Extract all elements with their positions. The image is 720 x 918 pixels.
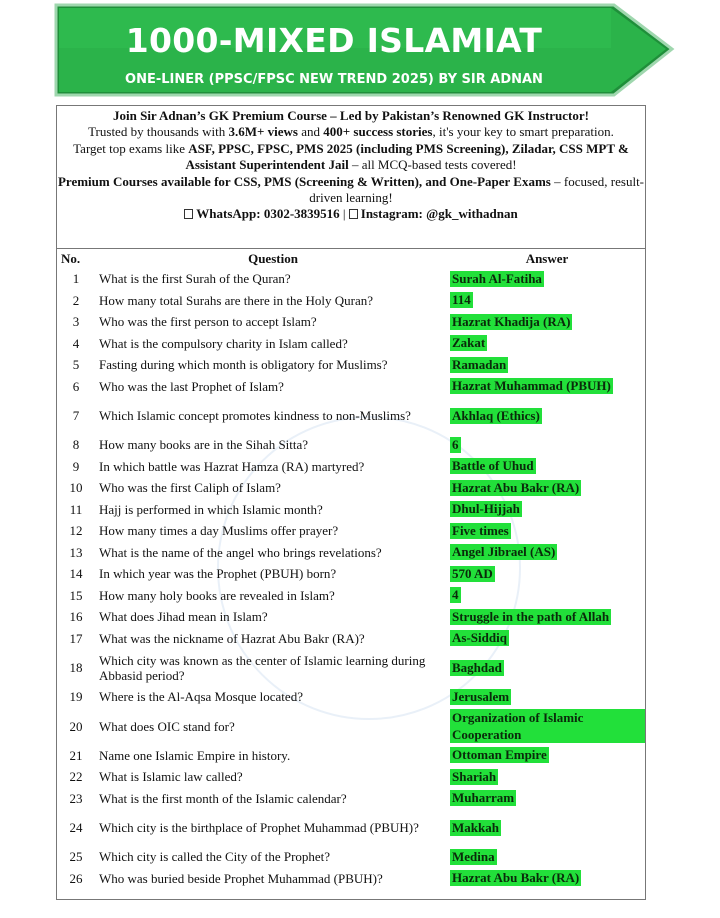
answer-cell [449, 290, 645, 312]
question-cell: Fasting during which month is obligatory for Muslims? [99, 357, 388, 373]
answer-highlight: Akhlaq (Ethics) [452, 407, 540, 423]
answer-highlight: Dhul-Hijjah [452, 501, 520, 517]
row-number: 7 [72, 408, 80, 423]
table-row [57, 499, 645, 521]
question-cell: Hajj is performed in which Islamic month? [99, 501, 323, 517]
mcq-table [57, 249, 645, 889]
table-row [57, 606, 645, 628]
answer-cell [449, 376, 645, 398]
answer-highlight: As-Siddiq [452, 630, 507, 646]
table-row [57, 311, 645, 333]
content-sheet [56, 105, 646, 900]
answer-highlight: Baghdad [452, 659, 502, 675]
answer-cell [449, 354, 645, 376]
answer-cell [449, 686, 645, 708]
course-intro [57, 106, 645, 249]
answer-cell [449, 477, 645, 499]
banner-subtitle: ONE-LINER (PPSC/FPSC NEW TREND 2025) BY SIR ADNAN [125, 72, 543, 87]
banner-title: 1000-MIXED ISLAMIAT [125, 21, 543, 60]
answer-highlight: Hazrat Khadija (RA) [452, 313, 571, 329]
intro-headline: Join Sir Adnan’s GK Premium Course – Led by Pakistan’s Renowned GK Instructor! [113, 108, 589, 123]
question-cell: In which year was the Prophet (PBUH) born? [99, 566, 337, 582]
title-banner [54, 3, 676, 99]
answer-cell [449, 868, 645, 890]
answer-highlight: Five times [452, 522, 509, 538]
row-number: 14 [69, 566, 83, 582]
row-number: 24 [69, 820, 83, 835]
table-row [57, 333, 645, 355]
answer-cell [449, 311, 645, 333]
row-number: 22 [69, 769, 83, 785]
answer-highlight: Ottoman Empire [452, 747, 547, 763]
answer-cell [449, 766, 645, 788]
answer-cell [449, 846, 645, 868]
row-number: 12 [69, 523, 83, 539]
answer-highlight: 4 [452, 587, 459, 603]
answer-highlight: Organization of Islamic Cooperation [450, 709, 645, 743]
instagram-contact[interactable]: Instagram: @gk_withadnan [360, 206, 518, 222]
question-cell: Where is the Al-Aqsa Mosque located? [99, 689, 303, 705]
question-cell: What is the first month of the Islamic calendar? [99, 790, 347, 806]
contact-line: WhatsApp: 0302-3839516 | Instagram: @gk_withadnan [57, 206, 645, 222]
question-cell: What is the first Surah of the Quran? [99, 271, 291, 287]
answer-highlight: Shariah [452, 768, 497, 784]
answer-highlight: 570 AD [452, 565, 493, 581]
question-cell: What is the name of the angel who brings revelations? [99, 544, 382, 560]
table-row [57, 520, 645, 542]
table-row [57, 268, 645, 290]
row-number: 9 [72, 458, 80, 474]
row-number: 3 [72, 314, 80, 330]
question-cell: Name one Islamic Empire in history. [99, 747, 291, 763]
answer-cell [449, 456, 645, 478]
question-cell: Who was buried beside Prophet Muhammad (PBUH)? [99, 870, 383, 886]
question-cell: What does Jihad mean in Islam? [99, 609, 268, 625]
table-row [57, 846, 645, 868]
answer-highlight: Hazrat Abu Bakr (RA) [452, 479, 580, 495]
answer-highlight: Zakat [452, 335, 486, 351]
question-cell: What was the nickname of Hazrat Abu Bakr (RA)? [99, 630, 365, 646]
table-row [57, 686, 645, 708]
intro-premium-line: Premium Courses available for CSS, PMS (Screening & Written), and One-Paper Exams – focused, result-driven learning! [57, 173, 645, 206]
table-row [57, 788, 645, 810]
row-number: 2 [72, 292, 80, 308]
answer-cell [449, 434, 645, 456]
instagram-icon [349, 209, 358, 219]
table-row [57, 477, 645, 499]
table-row [57, 745, 645, 767]
answer-cell [449, 708, 645, 745]
question-cell: How many holy books are revealed in Islam? [99, 587, 335, 603]
table-row [57, 708, 645, 745]
answer-cell [449, 809, 645, 846]
question-cell: How many total Surahs are there in the Holy Quran? [99, 292, 374, 308]
answer-cell [449, 268, 645, 290]
answer-cell [449, 585, 645, 607]
whatsapp-contact[interactable]: WhatsApp: 0302-3839516 [196, 206, 340, 222]
question-cell: How many times a day Muslims offer prayer? [99, 523, 339, 539]
row-number: 6 [72, 378, 80, 394]
table-row [57, 649, 645, 686]
row-number: 10 [69, 480, 83, 496]
answer-cell [449, 745, 645, 767]
answer-highlight: Battle of Uhud [452, 458, 534, 474]
row-number: 16 [69, 609, 83, 625]
table-row [57, 397, 645, 434]
question-cell: Who was the first person to accept Islam? [99, 314, 317, 330]
row-number: 17 [69, 630, 83, 646]
question-cell: In which battle was Hazrat Hamza (RA) martyred? [99, 458, 365, 474]
table-header-row [57, 249, 645, 268]
row-number: 5 [72, 357, 80, 373]
question-cell: What is Islamic law called? [99, 769, 243, 785]
answer-cell [449, 788, 645, 810]
question-cell: How many books are in the Sihah Sitta? [99, 437, 309, 453]
answer-highlight: Surah Al-Fatiha [452, 270, 542, 286]
row-number: 1 [72, 271, 80, 287]
answer-highlight: Muharram [452, 790, 515, 806]
answer-cell [449, 333, 645, 355]
answer-cell [449, 606, 645, 628]
question-cell: Which city is called the City of the Prophet? [99, 849, 331, 865]
row-number: 11 [69, 501, 83, 517]
question-cell: Who was the first Caliph of Islam? [99, 480, 281, 496]
question-cell: What does OIC stand for? [99, 718, 235, 734]
row-number: 23 [69, 790, 83, 806]
header-answer: Answer [525, 250, 569, 266]
intro-target-line: Target top exams like ASF, PPSC, FPSC, PMS 2025 (including PMS Screening), Ziladar, CSS MPT & Assistant Superintendent Jail – all MCQ-based tests covered! [73, 140, 629, 173]
row-number: 13 [69, 544, 83, 560]
table-row [57, 354, 645, 376]
answer-highlight: Makkah [452, 819, 499, 835]
answer-cell [449, 542, 645, 564]
question-cell: Which city is the birthplace of Prophet Muhammad (PBUH)? [99, 820, 419, 835]
intro-trust-line: Trusted by thousands with 3.6M+ views and 400+ success stories, it's your key to smart preparation. [88, 124, 614, 140]
answer-cell [449, 520, 645, 542]
answer-highlight: Medina [452, 848, 495, 864]
answer-highlight: Ramadan [452, 356, 507, 372]
whatsapp-icon [184, 209, 193, 219]
answer-highlight: Angel Jibrael (AS) [452, 544, 556, 560]
answer-cell [449, 628, 645, 650]
table-row [57, 290, 645, 312]
table-row [57, 809, 645, 846]
row-number: 19 [69, 689, 83, 705]
question-cell: Which city was known as the center of Islamic learning during Abbasid period? [99, 652, 426, 683]
row-number: 20 [69, 718, 83, 734]
row-number: 26 [69, 870, 83, 886]
answer-highlight: Hazrat Abu Bakr (RA) [452, 870, 580, 886]
table-row [57, 766, 645, 788]
answer-cell [449, 397, 645, 434]
table-row [57, 868, 645, 890]
header-no: No. [61, 250, 81, 266]
row-number: 18 [69, 660, 83, 675]
answer-highlight: Hazrat Muhammad (PBUH) [452, 378, 611, 394]
table-row [57, 542, 645, 564]
answer-highlight: 6 [452, 436, 459, 452]
header-question: Question [248, 250, 298, 266]
row-number: 25 [69, 849, 83, 865]
question-cell: Who was the last Prophet of Islam? [99, 378, 284, 394]
row-number: 4 [72, 335, 80, 351]
answer-highlight: Jerusalem [452, 688, 510, 704]
table-row [57, 628, 645, 650]
answer-cell [449, 563, 645, 585]
row-number: 21 [69, 747, 83, 763]
answer-highlight: 114 [452, 292, 471, 308]
row-number: 8 [72, 437, 80, 453]
answer-cell [449, 499, 645, 521]
table-row [57, 434, 645, 456]
table-row [57, 456, 645, 478]
answer-cell [449, 649, 645, 686]
table-row [57, 376, 645, 398]
question-cell: Which Islamic concept promotes kindness to non-Muslims? [99, 408, 411, 423]
row-number: 15 [69, 587, 83, 603]
question-cell: What is the compulsory charity in Islam called? [99, 335, 348, 351]
table-row [57, 563, 645, 585]
answer-highlight: Struggle in the path of Allah [452, 608, 610, 624]
table-row [57, 585, 645, 607]
